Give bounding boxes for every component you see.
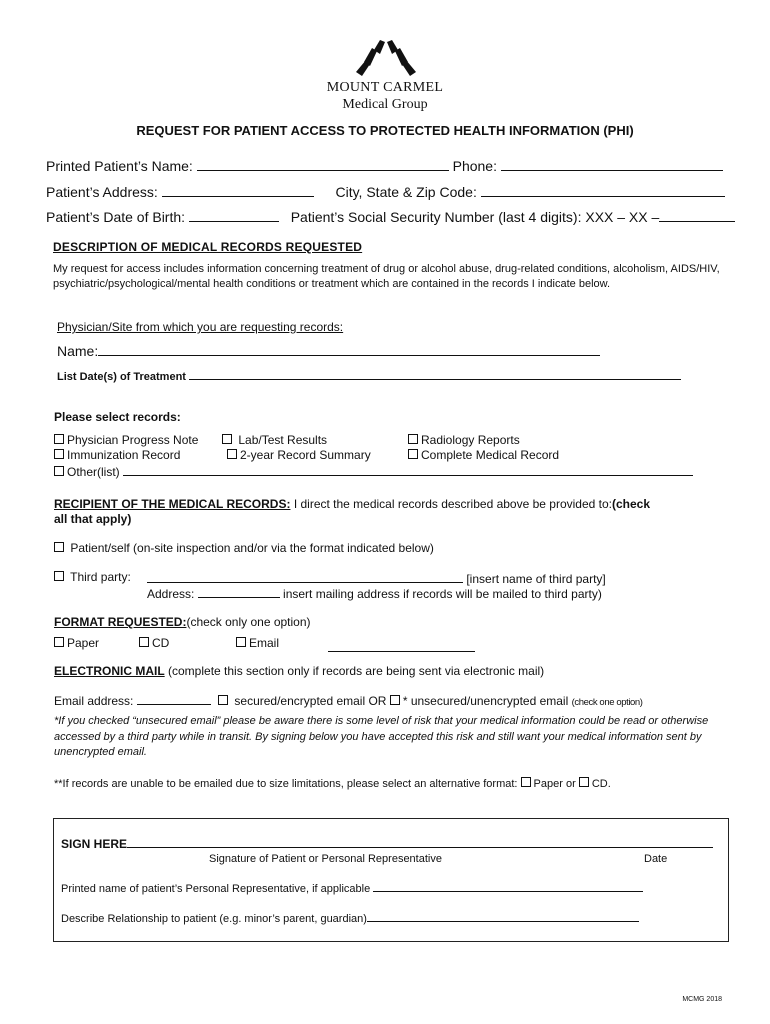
org-subtitle: Medical Group (342, 97, 428, 112)
format-option-paper[interactable]: Paper (54, 636, 99, 650)
treatment-dates-row (57, 369, 681, 383)
third-party-address-hint: insert mailing address if records will be mailed to third party) (283, 587, 602, 601)
description-heading: DESCRIPTION OF MEDICAL RECORDS REQUESTED (53, 240, 363, 254)
sign-here-label: SIGN HERE (61, 837, 128, 851)
email-address-row (54, 692, 643, 708)
checkbox[interactable] (54, 434, 64, 444)
email-address-label: Email address: (54, 694, 134, 708)
third-party-name-row (147, 570, 606, 586)
patient-address-field[interactable] (162, 184, 314, 197)
treatment-dates-field[interactable] (189, 369, 681, 380)
recipient-option-third-party[interactable]: Third party: (54, 570, 131, 584)
email-heading: ELECTRONIC MAIL (54, 664, 165, 678)
physician-name-field[interactable] (98, 343, 600, 356)
format-note: (check only one option) (186, 615, 311, 629)
phone-field[interactable] (501, 158, 723, 171)
description-text: My request for access includes information concerning treatment of drug or alcohol abuse, drug-related conditions, alcoholism, AIDS/HIV, psychiatric/psychological/mental health conditions or treatment which are contained in the records I indicate below. (53, 263, 720, 290)
third-party-address-label: Address: (147, 587, 195, 601)
select-records-prompt: Please select records: (54, 410, 181, 424)
records-option-lab-results[interactable]: Lab/Test Results (222, 433, 327, 447)
alt-paper-label: Paper or (533, 778, 576, 790)
city-state-zip-label: City, State & Zip Code: (335, 184, 477, 200)
email-note: (complete this section only if records are being sent via electronic mail) (168, 664, 545, 678)
signature-caption: Signature of Patient or Personal Representative (209, 853, 442, 865)
checkbox[interactable] (408, 449, 418, 459)
signature-field[interactable] (127, 835, 713, 848)
third-party-address-field[interactable] (198, 585, 280, 598)
patient-dob-row (46, 209, 735, 225)
recipient-check-note-cont: all that apply) (54, 512, 132, 526)
checkbox[interactable] (408, 434, 418, 444)
checkbox[interactable] (54, 466, 64, 476)
records-option-2yr-summary[interactable]: 2-year Record Summary (227, 448, 371, 462)
email-address-field[interactable] (137, 692, 211, 705)
form-title: REQUEST FOR PATIENT ACCESS TO PROTECTED HEALTH INFORMATION (PHI) (136, 123, 634, 138)
records-option-progress-note[interactable]: Physician Progress Note (54, 433, 198, 447)
records-option-radiology[interactable]: Radiology Reports (408, 433, 520, 447)
checkbox[interactable] (222, 434, 232, 444)
sign-here-row (61, 835, 713, 851)
relationship-label: Describe Relationship to patient (e.g. minor’s parent, guardian) (61, 913, 367, 925)
check-one-note: (check one option) (571, 697, 643, 708)
checkbox[interactable] (54, 571, 64, 581)
checkbox[interactable] (54, 449, 64, 459)
third-party-address-row (147, 585, 602, 601)
checkbox[interactable] (54, 542, 64, 552)
city-state-zip-field[interactable] (481, 184, 725, 197)
records-option-immunization[interactable]: Immunization Record (54, 448, 180, 462)
physician-name-label: Name: (57, 343, 99, 359)
dob-field[interactable] (189, 209, 279, 222)
records-option-complete-record[interactable]: Complete Medical Record (408, 448, 559, 462)
secured-email-label: secured/encrypted email OR (234, 694, 387, 708)
unsecured-email-checkbox[interactable] (390, 695, 400, 705)
relationship-field[interactable] (367, 911, 639, 922)
third-party-name-hint: [insert name of third party] (466, 572, 606, 586)
recipient-heading: RECIPIENT OF THE MEDICAL RECORDS: (54, 497, 291, 511)
ssn-label: Patient’s Social Security Number (last 4 digits): XXX – XX – (290, 209, 660, 225)
patient-name-row (46, 158, 723, 174)
checkbox[interactable] (54, 637, 64, 647)
patient-address-label: Patient’s Address: (46, 184, 158, 200)
unsecured-email-warning: *If you checked “unsecured email” please be aware there is some level of risk that your medical information could be read or otherwise accessed by a third party while in transit. By signing below you have accepted this risk and still want your medical information sent by unencrypted email. (54, 715, 709, 758)
date-caption: Date (644, 853, 668, 865)
phone-label: Phone: (452, 158, 497, 174)
alt-cd-label: CD. (591, 778, 611, 790)
physician-name-row (57, 343, 600, 359)
email-section-row (54, 664, 544, 678)
representative-row (61, 881, 643, 895)
patient-name-field[interactable] (197, 158, 449, 171)
checkbox[interactable] (236, 637, 246, 647)
records-option-other[interactable]: Other(list) (54, 463, 693, 479)
representative-field[interactable] (373, 881, 643, 892)
recipient-row (54, 497, 650, 511)
signature-box (53, 818, 729, 942)
patient-address-row (46, 184, 725, 200)
other-list-field[interactable] (123, 463, 693, 476)
physician-site-label: Physician/Site from which you are requesting records: (57, 320, 344, 334)
third-party-name-field[interactable] (147, 570, 463, 583)
recipient-text: I direct the medical records described above be provided to: (293, 497, 612, 511)
alt-cd-checkbox[interactable] (579, 777, 589, 787)
size-limit-note: **If records are unable to be emailed due to size limitations, please select an alternative format: (54, 778, 518, 790)
form-code: MCMG 2018 (682, 996, 722, 1003)
recipient-check-note: (check (612, 497, 651, 511)
relationship-row (61, 911, 639, 925)
format-heading: FORMAT REQUESTED: (54, 615, 187, 629)
mount-carmel-logo-icon (354, 38, 418, 78)
representative-label: Printed name of patient’s Personal Representative, if applicable (61, 883, 371, 895)
dob-label: Patient’s Date of Birth: (46, 209, 186, 225)
unsecured-email-label: * unsecured/unencrypted email (402, 694, 569, 708)
recipient-option-self[interactable]: Patient/self (on-site inspection and/or via the format indicated below) (54, 541, 434, 555)
format-option-email[interactable]: Email (236, 636, 279, 650)
org-name: MOUNT CARMEL (326, 80, 444, 95)
ssn-field[interactable] (659, 209, 735, 222)
alt-paper-checkbox[interactable] (521, 777, 531, 787)
checkbox[interactable] (227, 449, 237, 459)
treatment-dates-label: List Date(s) of Treatment (57, 371, 186, 383)
secured-email-checkbox[interactable] (218, 695, 228, 705)
format-other-field[interactable] (328, 639, 475, 657)
format-row (54, 615, 311, 629)
patient-name-label: Printed Patient’s Name: (46, 158, 193, 174)
format-option-cd[interactable]: CD (139, 636, 169, 650)
checkbox[interactable] (139, 637, 149, 647)
size-limit-row (54, 777, 611, 790)
